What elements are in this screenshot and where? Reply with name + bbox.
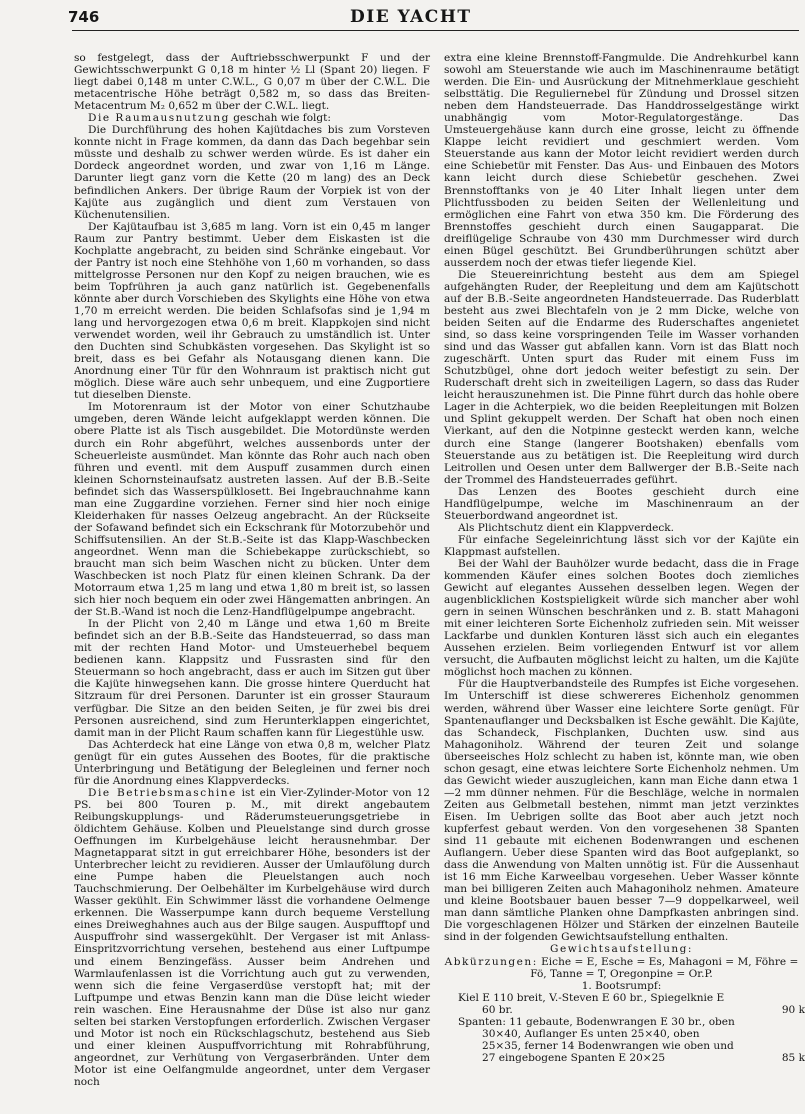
section-heading: 1. Bootsrumpf: [581, 979, 662, 992]
weight-value: 85 k [781, 1051, 805, 1064]
abbreviations-text: Eiche = E, Esche = Es, Mahagoni = M, Föhre = Fö, Tanne = T, Oregonpine = Or.P. [530, 955, 799, 980]
spec-line [444, 1051, 805, 1064]
spec-line: 25×35, ferner 14 Bodenwrangen wie oben und [482, 1039, 734, 1052]
paragraph: extra eine kleine Brennstoff-Fangmulde. Die Andrehkurbel kann sowohl am Steuerstande wie auch im Maschinenraume betätigt werden. Die Ein- und Ausrückung der Mitnehmerklaue geschieht selbsttätig. Die Reguliernebel für Zündung und Drossel sitzen neben dem Handsteuerrade. Das Handdrosselgestänge wirkt unabhängig vom Motor-Regulatorgestänge. Das Umsteuergehäuse kann durch eine grosse, leicht zu öffnende Klappe leicht revidiert und geschmiert werden. Vom Steuerstande aus kann der Motor leicht revidiert werden durch eine Schiebetür mit Fenster. Das Aus- und Einbauen des Motors kann leicht durch diese Schiebetür geschehen. Zwei Brennstofftanks von je 40 Liter Inhalt liegen unter dem Plichtfussboden zu beiden Seiten der Wellenleitung und ermöglichen eine Fahrt von etwa 350 km. Die Förderung des Brennstoffes geschieht durch einen Saugapparat. Die dreiflügelige Schraube von 430 mm Durchmesser wird durch einen Bügel geschützt. Bei Grundberührungen schützt aber ausserdem noch der etwas tiefer liegende Kiel. [444, 52, 799, 269]
paragraph: so festgelegt, dass der Auftriebsschwerpunkt F und der Gewichtsschwerpunkt G 0,18 m hinter ½ Ll (Spant 20) liegen. F liegt dabei 0,148 m unter C.W.L., G 0,07 m über der C.W.L. Die metacentrische Höhe beträgt 0,582 m, so dass das Breiten-Metacentrum M₂ 0,652 m über der C.W.L. liegt. [74, 52, 430, 113]
section-label: Die Betriebsmaschine [88, 786, 237, 799]
paragraph: Für die Hauptverbandsteile des Rumpfes ist Eiche vorgesehen. Im Unterschiff ist diese schwereres Eichenholz genommen werden, während über Wasser eine leichtere Sorte genügt. Für Spantenauflanger und Decksbalken ist Esche gewählt. Die Kajüte, das Schandeck, Fischplanken, Duchten usw. sind aus Mahagoniholz. Während der teuren Zeit und solange überseeisches Holz schlecht zu haben ist, könnte man, wie oben schon gesagt, eine etwas leichtere Sorte Eichenholz nehmen. Um das Gewicht wieder auszugleichen, kann man Eiche dann etwa 1—2 mm dünner nehmen. Für die Beschläge, welche in normalen Zeiten aus Gelbmetall bestehen, nimmt man jetzt verzinktes Eisen. Im Uebrigen sollte das Boot aber auch jetzt noch kupferfest gebaut werden. Von den vorgesehenen 38 Spanten sind 11 gebaute mit eichenen Bodenwrangen und eschenen Auflangern. Ueber diese Spanten wird das Boot aufgeplankt, so dass die Anwendung von Malten unnötig ist. Für die Aussenhaut ist 16 mm Eiche Karweelbau vorgesehen. Ueber Wasser könnte man bei billigeren Zeiten auch Mahagoniholz nehmen. Amateure und kleine Bootsbauer bauen besser 7—9 doppelkarweel, weil man dann sämtliche Planken ohne Dampfkasten anbringen sind. Die vorgeschlagenen Hölzer und Stärken der einzelnen Bauteile sind in der folgenden Gewichtsaufstellung enthalten. [444, 678, 799, 944]
page-header [68, 6, 799, 30]
paragraph [74, 787, 430, 1088]
section-label: Die Raumausnutzung [88, 112, 230, 125]
spec-line: Kiel E 110 breit, V.-Steven E 60 br., Spiegelknie E [458, 991, 725, 1004]
weight-table-heading: Gewichtsaufstellung: [550, 943, 693, 956]
abbreviations [444, 956, 799, 980]
paragraph: Die Durchführung des hohen Kajütdaches bis zum Vorsteven konnte nicht in Frage kommen, da dann das Dach begehbar sein müsste und deshalb zu schwer werden würde. Es ist daher ein Dordeck angeordnet worden, und zwar von 1,16 m Länge. Darunter liegt ganz vorn die Kette (20 m lang) des an Deck befindlichen Ankers. Der übrige Raum der Vorpiek ist von der Kajüte aus zugänglich und dient zum Verstauen von Küchenutensilien. [74, 124, 430, 221]
right-column [444, 52, 805, 1114]
header-rule [72, 30, 799, 31]
paragraph: Das Lenzen des Bootes geschieht durch eine Handflügelpumpe, welche im Maschinenraum an der Steuerbordwand angeordnet ist. [444, 485, 799, 522]
paragraph: In der Plicht von 2,40 m Länge und etwa 1,60 m Breite befindet sich an der B.B.-Seite das Handsteuerrad, so dass man mit der rechten Hand Motor- und Umsteuerhebel bequem bedienen kann. Klappsitz und Fussrasten sind für den Steuermann so hoch angebracht, dass er auch im Sitzen gut über die Kajüte hinwegsehen kann. Die grosse hintere Querducht hat Sitzraum für drei Personen. Darunter ist ein grosser Stauraum verfügbar. Die Sitze an den beiden Seiten, je für zwei bis drei Personen ausreichend, sind zum Herunterklappen eingerichtet, damit man in der Plicht Raum schaffen kann für Liegestühle usw. [74, 618, 430, 739]
paragraph-text: ist ein Vier-Zylinder-Motor von 12 PS. bei 800 Touren p. M., mit direkt angebautem Reibungskupplungs- und Räderumsteuerungsgetriebe in öldichtem Gehäuse. Kolben und Pleuelstange sind durch grosse Oeffnungen im Kurbelgehäuse leicht herausnehmbar. Der Magnetapparat sitzt in gut erreichbarer Höhe, besonders ist der Unterbrecher leicht zu revidieren. Ausser der Umlaufölung durch eine Pumpe haben die Pleuelstangen auch noch Tauchschmierung. Der Oelbehälter im Kurbelgehäuse wird durch Wasser gekühlt. Ein Schwimmer lässt die vorhandene Oelmenge erkennen. Die Wasserpumpe kann durch bequeme Verstellung eines Dreiweghahnes auch aus der Bilge saugen. Auspufftopf und Auspuffrohr sind wassergekühlt. Der Vergaser ist mit Anlass-Einspritzvorrichtung versehen, bestehend aus einer Luftpumpe und einem Benzingefäss. Ausser beim Andrehen und Warmlaufenlassen ist die Vorrichtung auch gut zu verwenden, wenn sich die feine Vergaserdüse verstopft hat; mit der Luftpumpe und etwas Benzin kann man die Düse leicht wieder rein waschen. Eine Herausnahme der Düse ist also nur ganz selten bei starken Verstopfungen erforderlich. Zwischen Vergaser und Motor ist noch ein Rückschlagschutz, bestehend aus Sieb und einer kleinen Auspuffvorrichtung mit Rohrabführung, angeordnet, zur Verhütung von Vergaserbränden. Unter dem Motor ist eine Oelfangmulde angeordnet, unter dem Vergaser noch [74, 786, 430, 1088]
spec-line-text: 27 eingebogene Spanten E 20×25 [482, 1051, 666, 1064]
paragraph: Der Kajütaufbau ist 3,685 m lang. Vorn ist ein 0,45 m langer Raum zur Pantry bestimmt. Ueber dem Eiskasten ist die Kochplatte angebracht, zu beiden sind Schränke eingebaut. Vor der Pantry ist noch eine Stehhöhe von 1,60 m vorhanden, so dass mittelgrosse Personen nur den Kopf zu neigen brauchen, wie es beim Topfrühren ja auch ganz natürlich ist. Gegebenenfalls könnte aber durch Vorschieben des Skylights eine Höhe von etwa 1,70 m erreicht werden. Die beiden Schlafsofas sind je 1,94 m lang und hervorgezogen etwa 0,6 m breit. Klappkojen sind nicht verwendet worden, weil ihr Gebrauch zu umständlich ist. Unter den Duchten sind Schubkästen vorgesehen. Das Skylight ist so breit, dass es bei Gefahr als Notausgang dienen kann. Die Anordnung einer Tür für den Wohnraum ist praktisch nicht gut möglich. Diese wäre auch sehr unbequem, und eine Zugportiere tut dieselben Dienste. [74, 220, 430, 402]
paragraph-text: geschah wie folgt: [229, 112, 331, 125]
paragraph: Das Achterdeck hat eine Länge von etwa 0,8 m, welcher Platz genügt für ein gutes Aussehen des Bootes, für die praktische Unterbringung und Betätigung der Belegleinen und ferner noch für die Anordnung eines Klappverdecks. [74, 738, 430, 787]
spec-line: Spanten: 11 gebaute, Bodenwrangen E 30 br., oben [458, 1015, 735, 1028]
abbreviations-label: Abkürzungen: [444, 955, 538, 968]
running-title: DIE YACHT [350, 7, 472, 27]
weight-value: 90 k [781, 1003, 805, 1016]
spec-line-text: 60 br. [482, 1003, 513, 1016]
paragraph [74, 112, 430, 124]
paragraph: Für einfache Segeleinrichtung lässt sich vor der Kajüte ein Klappmast aufstellen. [444, 533, 799, 558]
spec-line [444, 1003, 805, 1016]
left-column [74, 52, 430, 1112]
paragraph: Bei der Wahl der Bauhölzer wurde bedacht, dass die in Frage kommenden Käufer eines solchen Bootes doch ziemliches Gewicht auf elegantes Aussehen desselben legen. Wegen der augenblicklichen Kostspieligkeit würde sich mancher aber wohl gern in seinen Wünschen beschränken und z. B. statt Mahagoni mit einer leichteren Sorte Eichenholz zufrieden sein. Mit weisser Lackfarbe und dunklen Konturen lässt sich auch ein elegantes Aussehen erzielen. Beim vorliegenden Entwurf ist vor allem versucht, die Aufbauten möglichst leicht zu halten, um die Kajüte möglichst hoch machen zu können. [444, 557, 799, 679]
spec-line: 30×40, Auflanger Es unten 25×40, oben [482, 1027, 700, 1040]
paragraph: Die Steuereinrichtung besteht aus dem am Spiegel aufgehängten Ruder, der Reepleitung und dem am Kajütschott auf der B.B.-Seite angeordneten Handsteuerrade. Das Ruderblatt besteht aus zwei Blechtafeln von je 2 mm Dicke, welche von beiden Seiten auf die Endarme des Ruderschaftes angenietet sind, so dass keine vorspringenden Teile im Wasser vorhanden sind und das Wasser gut abfallen kann. Vorn ist das Blatt noch zugeschärft. Unten spurt das Ruder mit einem Fuss im Schutzbügel, ohne dort jedoch weiter befestigt zu sein. Der Ruderschaft dreht sich in zweiteiligen Lagern, so dass das Ruder leicht herauszunehmen ist. Die Pinne führt durch das hohle obere Lager in die Achterpiek, wo die beiden Reepleitungen mit Bolzen und Splint gekuppelt werden. Der Schaft hat oben noch einen Vierkant, auf den die Notpinne gesteckt werden kann, welche durch eine Stange (langerer Bootshaken) ebenfalls vom Steuerstande aus zu betätigen ist. Die Reepleitung wird durch Leitrollen und Oesen unter dem Ballwerger der B.B.-Seite nach der Trommel des Handsteuerrades geführt. [444, 268, 799, 486]
paragraph: Im Motorenraum ist der Motor von einer Schutzhaube umgeben, deren Wände leicht aufgeklappt werden können. Die obere Platte ist als Tisch ausgebildet. Die Motordünste werden durch ein Rohr abgeführt, welches aussenbords unter der Scheuerleiste ausmündet. Man könnte das Rohr auch nach oben führen und eventl. mit dem Auspuff zusammen durch einen kleinen Schornsteinaufsatz austreten lassen. Auf der B.B.-Seite befindet sich das Wasserspülklosett. Bei Ingebrauchnahme kann man eine Zuggardine vorziehen. Ferner sind hier noch einige Kleiderhaken für nasses Oelzeug angebracht. An der Rückseite der Sofawand befindet sich ein Eckschrank für Motorzubehör und Schiffsutensilien. An der St.B.-Seite ist das Klapp-Waschbecken angeordnet. Wenn man die Schiebekappe zurückschiebt, so braucht man sich beim Waschen nicht zu bücken. Unter dem Waschbecken ist noch Platz für einen kleinen Schrank. Da der Motorraum etwa 1,25 m lang und etwa 1,80 m breit ist, so lassen sich hier noch bequem ein oder zwei Hängematten anbringen. An der St.B.-Wand ist noch die Lenz-Handflügelpumpe angebracht. [74, 401, 430, 619]
page-number: 746 [68, 8, 100, 26]
paragraph: Als Plichtschutz dient ein Klappverdeck. [458, 521, 675, 534]
